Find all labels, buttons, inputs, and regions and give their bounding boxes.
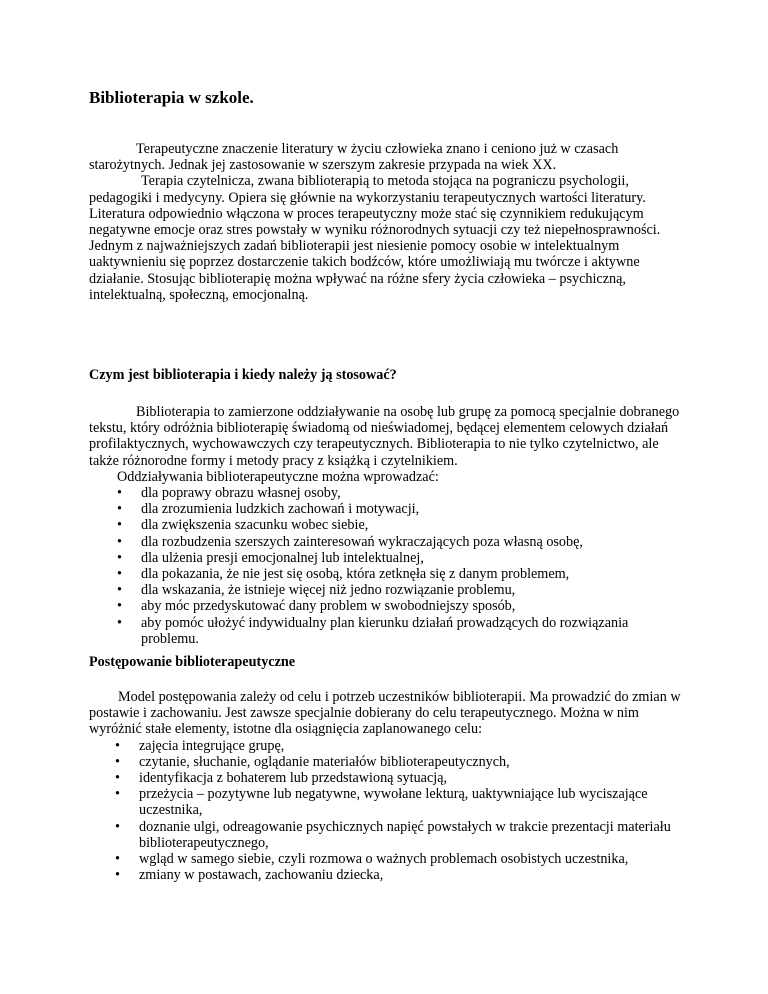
section-1-heading: Czym jest biblioterapia i kiedy należy ją stosować? — [89, 367, 397, 383]
list-item: • identyfikacja z bohaterem lub przedstawioną sytuacją, — [89, 770, 689, 786]
section-1-list — [89, 485, 689, 647]
list-item: • aby pomóc ułożyć indywidualny plan kierunku działań prowadzących do rozwiązania problemu. — [89, 615, 689, 647]
list-item: • dla pokazania, że nie jest się osobą, która zetknęła się z danym problemem, — [89, 566, 689, 582]
section-1-paragraph-2: Oddziaływania biblioterapeutyczne można wprowadzać: — [117, 468, 439, 485]
list-item: • doznanie ulgi, odreagowanie psychicznych napięć powstałych w trakcie prezentacji materiału biblioterapeutycznego, — [89, 819, 689, 851]
list-item: • zajęcia integrujące grupę, — [89, 738, 689, 754]
list-item: • dla poprawy obrazu własnej osoby, — [89, 485, 689, 501]
list-item: • czytanie, słuchanie, oglądanie materiałów biblioterapeutycznych, — [89, 754, 689, 770]
intro-paragraph-2: Terapia czytelnicza, zwana biblioterapią to metoda stojąca na pograniczu psychologii, pedagogiki i medycyny. Opiera się głównie na wykorzystaniu terapeutycznych wartości literatury. Literatura odpowiednio włączona w proces terapeutyczny może stać się czynnikiem redukującym negatywne emocje oraz stres powstały w wyniku różnorodnych sytuacji czy też niepełnosprawności. Jednym z najważniejszych zadań biblioterapii jest niesienie pomocy osobie w intelektualnym uaktywnieniu się poprzez dostarczenie takich bodźców, które umożliwiają mu twórcze i aktywne działanie. Stosując biblioterapię można wpływać na różne sfery życia człowieka – psychiczną, intelektualną, społeczną, emocjonalną. — [89, 173, 661, 303]
section-2-list — [89, 738, 689, 884]
section-2-paragraph-1: Model postępowania zależy od celu i potrzeb uczestników biblioterapii. Ma prowadzić do zmian w postawie i zachowaniu. Jest zawsze specjalnie dobierany do celu terapeutycznego. Można w nim wyróżnić stałe elementy, istotne dla osiągnięcia zaplanowanego celu: — [89, 689, 681, 738]
section-2-body — [89, 689, 689, 883]
list-item: • wgląd w samego siebie, czyli rozmowa o ważnych problemach osobistych uczestnika, — [89, 851, 689, 867]
section-1-paragraph-1: Biblioterapia to zamierzone oddziaływanie na osobę lub grupę za pomocą specjalnie dobranego tekstu, który odróżnia biblioterapię świadomą od nieświadomej, będącej elementem celowych działań profilaktycznych, wychowawczych czy terapeutycznych. Biblioterapia to nie tylko czytelnictwo, ale także różnorodne formy i metody pracy z książką i czytelnikiem. — [89, 404, 680, 469]
list-item: • aby móc przedyskutować dany problem w swobodniejszy sposób, — [89, 598, 689, 614]
document-title: Biblioterapia w szkole. — [89, 88, 254, 107]
list-item: • dla rozbudzenia szerszych zainteresowań wykraczających poza własną osobę, — [89, 534, 689, 550]
intro-paragraph-1: Terapeutyczne znaczenie literatury w życiu człowieka znano i ceniono już w czasach starożytnych. Jednak jej zastosowanie w szerszym zakresie przypada na wiek XX. — [89, 141, 619, 174]
list-item: • dla wskazania, że istnieje więcej niż jedno rozwiązanie problemu, — [89, 582, 689, 598]
list-item: • dla zwiększenia szacunku wobec siebie, — [89, 517, 689, 533]
list-item: • dla ulżenia presji emocjonalnej lub intelektualnej, — [89, 550, 689, 566]
section-1-body — [89, 404, 689, 647]
intro-section — [89, 141, 689, 303]
section-2-heading: Postępowanie biblioterapeutyczne — [89, 654, 296, 670]
list-item: • dla zrozumienia ludzkich zachowań i motywacji, — [89, 501, 689, 517]
list-item: • przeżycia – pozytywne lub negatywne, wywołane lekturą, uaktywniające lub wyciszające uczestnika, — [89, 786, 689, 818]
list-item: • zmiany w postawach, zachowaniu dziecka, — [89, 867, 689, 883]
